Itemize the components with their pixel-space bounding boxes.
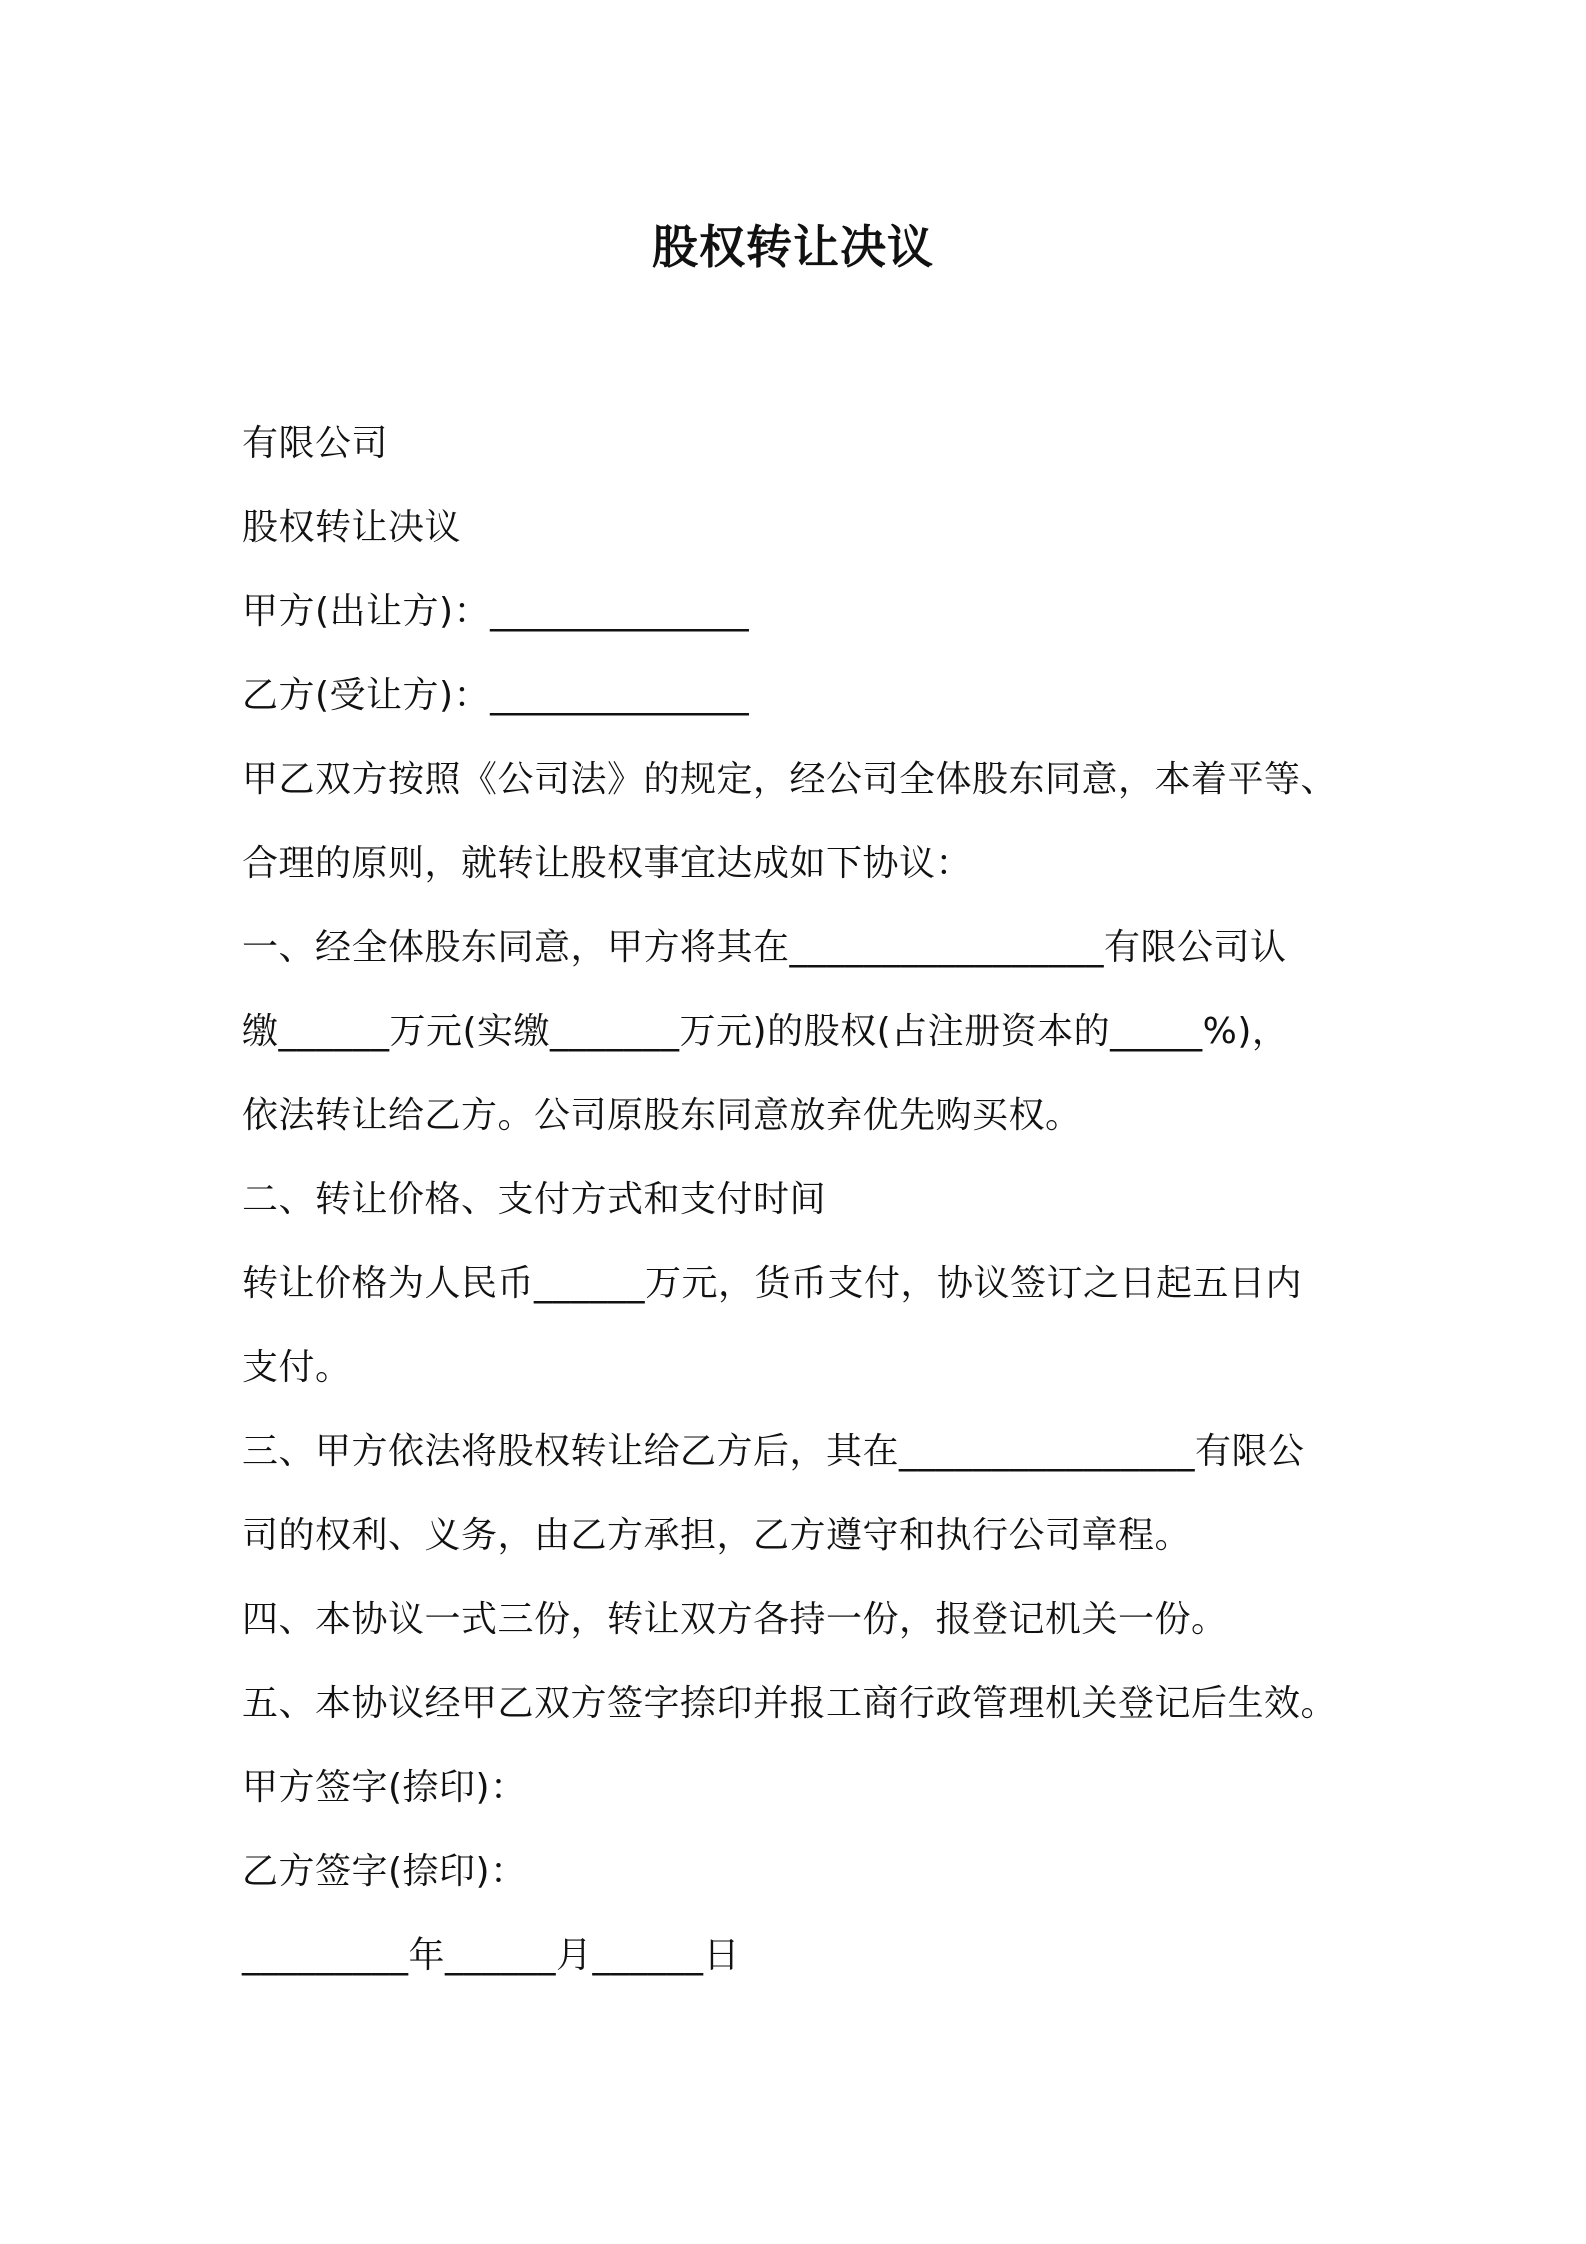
clause-3-line-2: 司的权利、义务，由乙方承担，乙方遵守和执行公司章程。 xyxy=(242,1515,1192,1556)
clause-1-line-3: 依法转让给乙方。公司原股东同意放弃优先购买权。 xyxy=(242,1095,1082,1136)
document-title: 股权转让决议 xyxy=(652,220,934,274)
preamble-line-2: 合理的原则，就转让股权事宜达成如下协议： xyxy=(242,843,973,884)
resolution-heading-line: 股权转让决议 xyxy=(242,507,462,548)
party-b-line: 乙方(受让方)：______________ xyxy=(242,675,750,716)
party-b-signature-line: 乙方签字(捺印)： xyxy=(242,1851,527,1892)
clause-5-line: 五、本协议经甲乙双方签字捺印并报工商行政管理机关登记后生效。 xyxy=(242,1683,1338,1724)
preamble-line-1: 甲乙双方按照《公司法》的规定，经公司全体股东同意，本着平等、 xyxy=(242,759,1338,800)
clause-2-line-1: 转让价格为人民币______万元，货币支付，协议签订之日起五日内 xyxy=(242,1263,1303,1304)
date-line: _________年______月______日 xyxy=(242,1935,740,1976)
company-name-line: 有限公司 xyxy=(242,423,389,464)
party-a-signature-line: 甲方签字(捺印)： xyxy=(242,1767,527,1808)
clause-2-line-2: 支付。 xyxy=(242,1347,352,1388)
document-body xyxy=(242,402,1362,1998)
clause-2-heading-line: 二、转让价格、支付方式和支付时间 xyxy=(242,1179,827,1220)
clause-4-line: 四、本协议一式三份，转让双方各持一份，报登记机关一份。 xyxy=(242,1599,1228,1640)
clause-3-line-1: 三、甲方依法将股权转让给乙方后，其在________________有限公 xyxy=(242,1431,1305,1472)
clause-1-line-2: 缴______万元(实缴_______万元)的股权(占注册资本的_____%)， xyxy=(242,1011,1289,1052)
clause-1-line-1: 一、经全体股东同意，甲方将其在_________________有限公司认 xyxy=(242,927,1287,968)
party-a-line: 甲方(出让方)：______________ xyxy=(242,591,750,632)
